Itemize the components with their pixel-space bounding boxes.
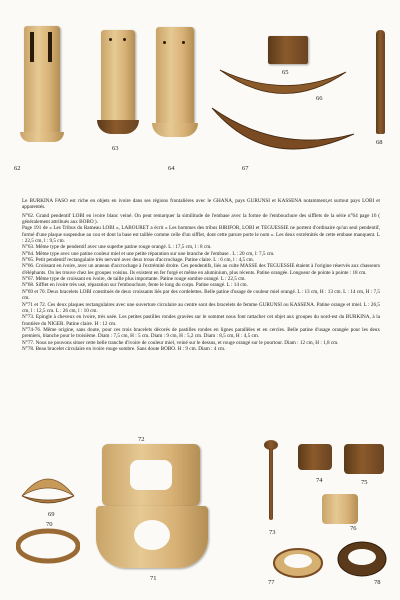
entry-63: N°63. Même type de pendentif avec une superbe patine rouge orangé. L : 17,5 cm, l : 8 cm. — [22, 244, 212, 251]
entry-68: N°68. Sifflet en ivoire très usé, réparation sur l'embouchure, fente le long du corps. Patine orangé. L : 14 cm. — [22, 282, 248, 289]
pendant-62 — [20, 26, 64, 156]
figure-number-69: 69 — [48, 511, 55, 518]
hair-pin-73 — [264, 440, 278, 520]
bracelet-76 — [322, 494, 358, 524]
entry-71-72: N°71 et 72. Ces deux plaques rectangulaires avec une ouverture circulaire au centre sont des bracelets de femme GURUNSI ou KASSENA. Patine orange et miel. L : 26,5 cm, l : 12,5 cm. L : 26 cm, l : 10 cm. — [22, 301, 380, 314]
bracelet-74 — [298, 444, 332, 470]
figure-number-73: 73 — [269, 529, 276, 536]
entry-73: N°73. Epingle à cheveux en ivoire, très usée. Les petites pastilles rondes gravées sur le sommet nous font rattacher cet objet aux groupes du nord-est du BURKINA, à la frontière du NIGER. Patine claire. H : 12 cm. — [22, 314, 380, 327]
figure-number-62: 62 — [14, 165, 21, 172]
entry-77: N°77. Nous ne pouvons situer cette belle tranche d'ivoire de couleur miel, veiné sur le dessus, et rouge orangé sur le pourtour. Diam : 12 cm, H : 1,8 cm. — [22, 339, 339, 346]
bracelet-70 — [16, 528, 80, 564]
bracelet-75 — [344, 444, 384, 474]
pendant-64 — [152, 27, 198, 145]
pendant-65 — [268, 36, 308, 64]
whistle-68 — [376, 30, 385, 134]
entry-69-70: N°69 et 70. Deux bracelets LOBI constitués de deux croissants liés par des cordelettes. Belle patine d'usage de couleur miel orangé. L : 13 cm, H : 13 cm. L : 14 cm, H : 7,5 cm. — [22, 288, 380, 302]
plaque-bracelet-72 — [102, 444, 200, 506]
figure-number-68: 68 — [376, 139, 383, 146]
figure-number-65: 65 — [282, 69, 289, 76]
figure-number-66: 66 — [316, 95, 323, 102]
entry-65: N°65. Petit pendentif rectangulaire très nervuré avec deux trous d'accrochage. Patine claire. L : 6 cm, l : 4,5 cm. — [22, 257, 254, 264]
entry-74-76: N°74-76. Même origine, sans doute, pour ces trois bracelets décorés de pastilles rondes en lignes parallèles et en cercles. Belle patine d'usage orangée pour les deux premiers, blanche pour le troisième. Diam : 7,5 cm, H : 5 cm. Diam : 9 cm, H : 5,2 cm. Diam : 8,5 cm, H : 4,5 cm. — [22, 326, 380, 340]
figure-number-70: 70 — [46, 521, 53, 528]
figure-number-67: 67 — [242, 165, 249, 172]
bracelet-69 — [18, 466, 78, 510]
figure-number-74: 74 — [316, 477, 323, 484]
pendant-63 — [97, 30, 139, 142]
crescent-67 — [208, 104, 358, 168]
entry-64: N°64. Même type avec une patine couleur miel et une petite réparation sur une branche de l'embase . L : 20 cm, l: 7,5 cm. — [22, 250, 275, 257]
intro-paragraph: Le BURKINA FASO est riche en objets en ivoire dans ses régions frontalières avec le GHANA, pays GURUNSI et KASSENA notamment,et surtout pays LOBI et apparentés. — [22, 198, 380, 211]
ivory-slice-77 — [272, 546, 324, 580]
entry-67: N°67. Même type de croissant en ivoire, de taille plus importante. Patine rouge sombre orangé. L : 22,5 cm. — [22, 276, 246, 283]
figure-number-63: 63 — [112, 145, 119, 152]
figure-number-76: 76 — [350, 525, 357, 532]
catalogue-text — [22, 198, 380, 352]
entry-62-b: Page 191 de « Les Tribus du Rameau LOBI », LABOURET a écrit « Les hommes des tribus BIRIFOR, LOBI et TEGUESSIE ne portent d'ordinaire qu'un seul pendentif, formé d'une plaque suspendue au cou et dont la base est taillée comme celle d'un sifflet, dont cette parure porte le nom ». Les deux extrémités de cette embase manquent. L : 22,5 cm, l : 9,5 cm. — [22, 225, 380, 245]
entry-78: N°78. Beau bracelet circulaire en ivoire rouge sombre. Sans doute BOBO. H : 9 cm. Diam : 4 cm. — [22, 345, 226, 352]
figure-number-77: 77 — [268, 579, 275, 586]
figure-number-64: 64 — [168, 165, 175, 172]
figure-number-72: 72 — [138, 436, 145, 443]
bracelet-78 — [336, 540, 388, 578]
figure-number-75: 75 — [361, 479, 368, 486]
figure-number-71: 71 — [150, 575, 157, 582]
entry-62-a: N°62. Grand pendentif LOBI en ivoire blanc veiné. On peut remarquer la similitude de l'embase avec la forme de l'embouchure des sifflets de la série n°64 page 16 ( généralement attribués aux BOBO ). — [22, 212, 380, 226]
plaque-bracelet-71 — [96, 506, 208, 568]
entry-66: N°66. Croissant en ivoire, avec un anneau d'accrochage à l'extrémité droite. Ces pendentifs, liés au culte MASSE des TEGUESSIE étaient à l'origine réservés aux chasseurs d'éléphants. On les trouve chez les groupes voisins. Ils existent en fer forgé et même en aluminium, plus récents. Patine orangée. Longueur de pointe à pointe : 18 cm. — [22, 263, 380, 276]
figure-number-78: 78 — [374, 579, 381, 586]
